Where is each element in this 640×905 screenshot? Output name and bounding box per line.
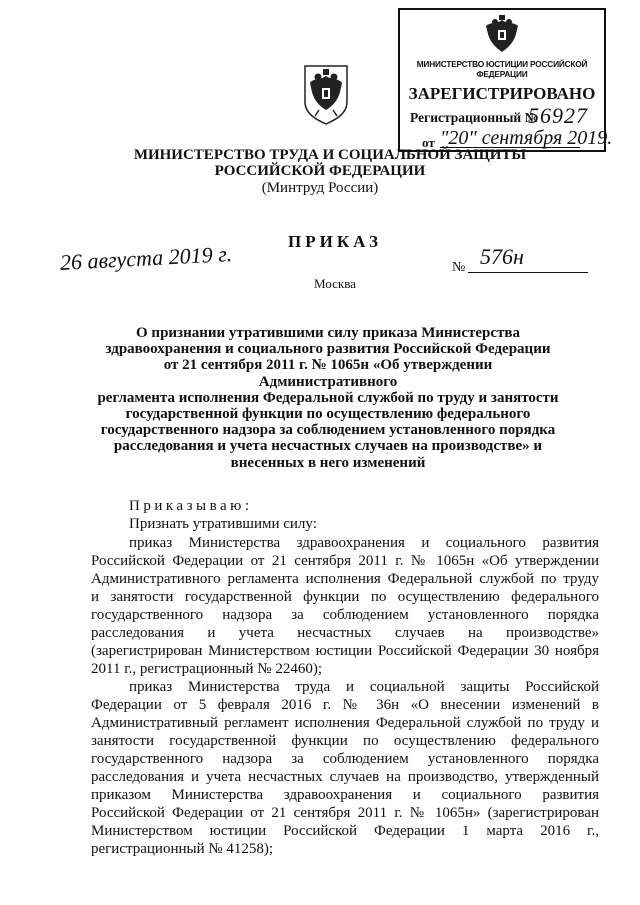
title-line: государственного надзора за соблюдением установленного порядка: [100, 422, 556, 439]
body-line: приказ Министерства здравоохранения и социального развития: [129, 535, 599, 551]
order-title: ПРИКАЗ: [288, 232, 382, 251]
body-line: государственного надзора за соблюдением установленного порядка: [91, 607, 599, 623]
body-line: приказ Министерства труда и социальной защиты Российской: [129, 679, 599, 695]
title-line: О признании утратившими силу приказа Министерства: [136, 325, 520, 341]
body-line: Министерством юстиции Российской Федерации 1 марта 2016 г.,: [91, 823, 599, 839]
body-line: государственного надзора за соблюдением установленного порядка: [91, 751, 599, 767]
registration-stamp: [398, 8, 613, 152]
recognize-invalid-line: Признать утратившими силу:: [129, 516, 317, 532]
stamp-date-value: "20" сентября 2019.: [440, 127, 613, 149]
body-line: 2011 г., регистрационный № 22460);: [91, 661, 322, 677]
body-line: Российской Федерации от 21 сентября 2011 г. № 1065н «Об утверждении: [91, 553, 599, 569]
body-line: приказом Министерства здравоохранения и социального развития: [91, 787, 599, 803]
coat-of-arms-icon: [303, 62, 349, 126]
ministry-short-name: (Минтруд России): [261, 180, 379, 196]
body-line: регистрационный № 41258);: [91, 841, 274, 857]
body-line: расследования и учета несчастных случаев на производстве»: [91, 625, 599, 641]
coat-of-arms-icon: [482, 14, 522, 56]
title-line: здравоохранения и социального развития Российской Федерации: [105, 341, 551, 358]
title-line: государственной функции по осуществлению федерального: [125, 406, 531, 423]
order-number-sign: №: [452, 260, 466, 275]
title-line: внесенных в него изменений: [230, 454, 426, 471]
body-line: Федерации от 5 февраля 2016 г. № 36н «О внесении изменений в: [91, 697, 599, 713]
title-line: регламента исполнения Федеральной службой по труду и занятости: [97, 389, 559, 406]
stamp-regno-value: 56927: [528, 103, 588, 128]
body-line: Российской Федерации от 21 сентября 2011 г. № 1065н» (зарегистрирован: [91, 805, 599, 821]
ministry-name-line1: МИНИСТЕРСТВО ТРУДА И СОЦИАЛЬНОЙ ЗАЩИТЫ: [133, 147, 527, 163]
order-number-handwritten: 576н: [480, 244, 524, 269]
title-line: расследования и учета несчастных случаев на производстве» и: [113, 438, 543, 455]
body-line: расследования и учета несчастных случаев на производство, утвержденный: [91, 769, 599, 785]
body-line: занятости государственной функции по осуществлению федерального: [91, 733, 599, 749]
body-line: Административный регламент исполнения Федеральной службой по труду и: [91, 715, 599, 731]
body-line: (зарегистрирован Министерством юстиции Российской Федерации 30 ноября: [91, 643, 599, 659]
document-title: [96, 325, 560, 471]
ministry-name-line2: РОССИЙСКОЙ ФЕДЕРАЦИИ: [214, 163, 426, 179]
order-number-underline: [468, 272, 588, 273]
city: Москва: [314, 276, 356, 291]
body-line: Административного регламента исполнения Федеральной службой по труду: [91, 571, 599, 587]
stamp-registered-label: ЗАРЕГИСТРИРОВАНО: [408, 84, 596, 103]
order-directive: Приказываю:: [129, 498, 253, 514]
order-date-handwritten: 26 августа 2019 г.: [59, 241, 233, 275]
title-line: от 21 сентября 2011 г. № 1065н «Об утверждении Административного: [163, 357, 493, 390]
stamp-date-prefix: от: [422, 135, 435, 150]
stamp-ministry-name: МИНИСТЕРСТВО ЮСТИЦИИ РОССИЙСКОЙ ФЕДЕРАЦИИ: [416, 59, 588, 79]
body-line: и занятости государственной функции по осуществлению федерального: [91, 589, 599, 605]
stamp-regno-label: Регистрационный №: [410, 110, 539, 125]
